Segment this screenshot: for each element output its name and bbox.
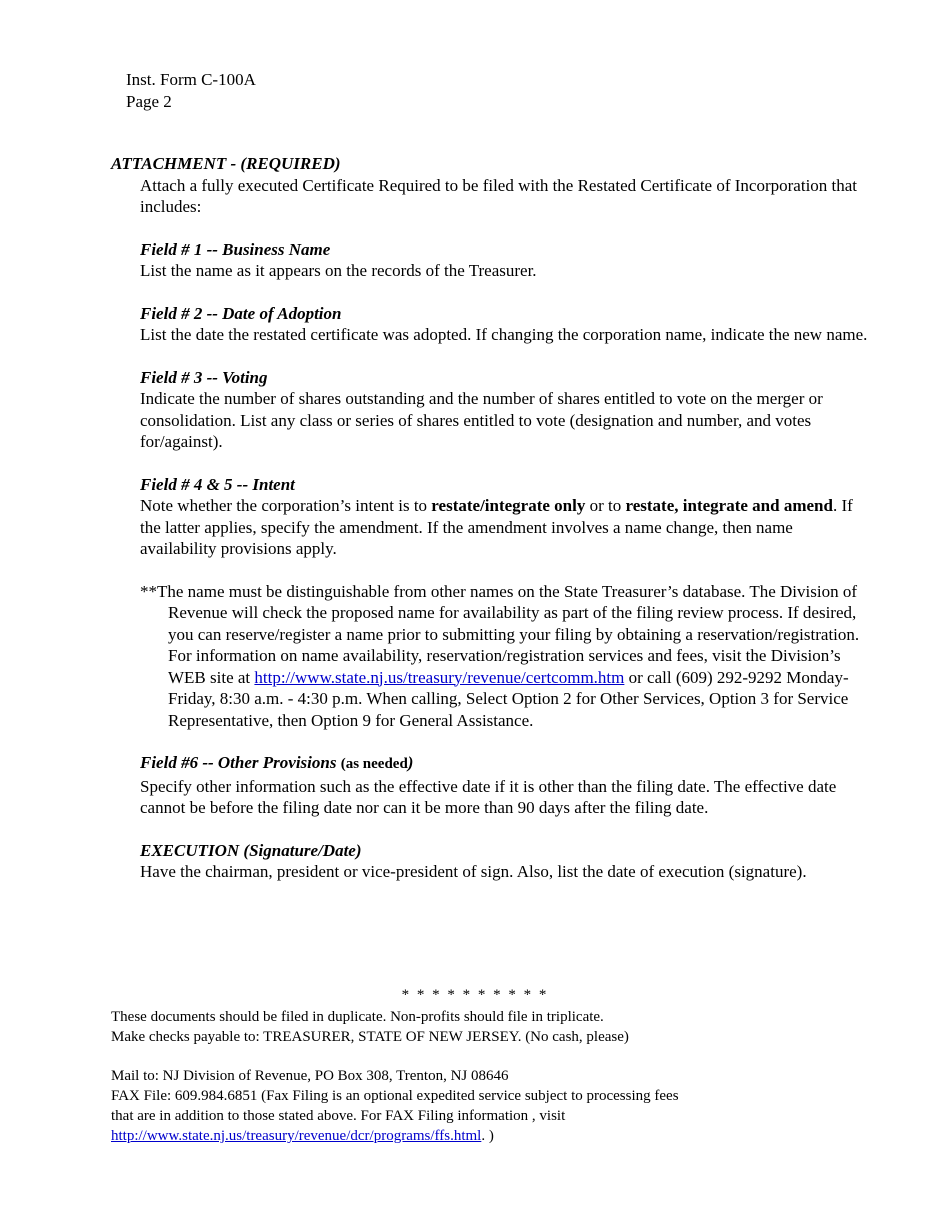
separator: * * * * * * * * * * (401, 987, 549, 1003)
field2-text: List the date the restated certificate was adopted. If changing the corporation name, indicate the new name. (140, 325, 868, 344)
footer-fax-info: that are in addition to those stated above. For FAX Filing information , visit (111, 1108, 566, 1124)
field3-title: Field # 3 -- Voting (140, 367, 268, 387)
filing-footer (111, 1007, 871, 1146)
name-availability-note: **The name must be distinguishable from other names on the State Treasurer’s database. The Division of Revenue will check the proposed name for availability as part of the filing review process. If desired, you can reserve/register a name prior to submitting your filing by obtaining a reservation/registration. For information on name availability, reservation/registration services and fees, visit the Division’s WEB site at http://www.state.nj.us/treasury/revenue/certcomm.htm or call (609) 292-9292 Monday-Friday, 8:30 a.m. - 4:30 p.m. When calling, Select Option 2 for Other Services, Option 3 for Service Representative, then Option 9 for General Assistance. (140, 581, 860, 730)
form-number: Inst. Form C-100A (126, 70, 256, 89)
attachment-intro: Attach a fully executed Certificate Required to be filed with the Restated Certificate of Incorporation that includes: (140, 175, 858, 216)
field3-text: Indicate the number of shares outstanding and the number of shares entitled to vote on the merger or consolidation. List any class or series of shares entitled to vote (designation and number, and votes for/against). (140, 389, 823, 451)
attachment-title: ATTACHMENT - (REQUIRED) (111, 154, 341, 173)
intent-option-restate: restate/integrate only (431, 496, 586, 515)
execution-text: Have the chairman, president or vice-president of sign. Also, list the date of execution (signature). (140, 862, 807, 881)
field6-text: Specify other information such as the effective date if it is other than the filing date. The effective date cannot be before the filing date nor can it be more than 90 days after the filing date. (140, 776, 837, 817)
execution-title: EXECUTION (Signature/Date) (140, 840, 362, 860)
instructions-body (111, 153, 871, 883)
footer-link-line: http://www.state.nj.us/treasury/revenue/dcr/programs/ffs.html. ) (111, 1128, 494, 1144)
field1-text: List the name as it appears on the records of the Treasurer. (140, 261, 537, 280)
footer-mail: Mail to: NJ Division of Revenue, PO Box 308, Trenton, NJ 08646 (111, 1068, 509, 1084)
field2-title: Field # 2 -- Date of Adoption (140, 303, 342, 323)
intent-option-amend: restate, integrate and amend (625, 496, 833, 515)
field1-title: Field # 1 -- Business Name (140, 239, 331, 259)
page-header (126, 69, 526, 113)
certcomm-link[interactable]: http://www.state.nj.us/treasury/revenue/certcomm.htm (254, 667, 625, 687)
ffs-link[interactable]: http://www.state.nj.us/treasury/revenue/dcr/programs/ffs.html (111, 1128, 482, 1144)
footer-duplicate: These documents should be filed in duplicate. Non-profits should file in triplicate. (111, 1009, 604, 1025)
footer-fax: FAX File: 609.984.6851 (Fax Filing is an optional expedited service subject to processing fees (111, 1088, 679, 1104)
footer-payable: Make checks payable to: TREASURER, STATE OF NEW JERSEY. (No cash, please) (111, 1029, 629, 1045)
field45-text: Note whether the corporation’s intent is to restate/integrate only or to restate, integrate and amend. If the latter applies, specify the amendment. If the amendment involves a name change, then name availability provisions apply. (140, 496, 853, 558)
field6-title: Field #6 -- Other Provisions (as needed) (140, 753, 414, 772)
page-number: Page 2 (126, 92, 172, 111)
field45-title: Field # 4 & 5 -- Intent (140, 474, 295, 494)
